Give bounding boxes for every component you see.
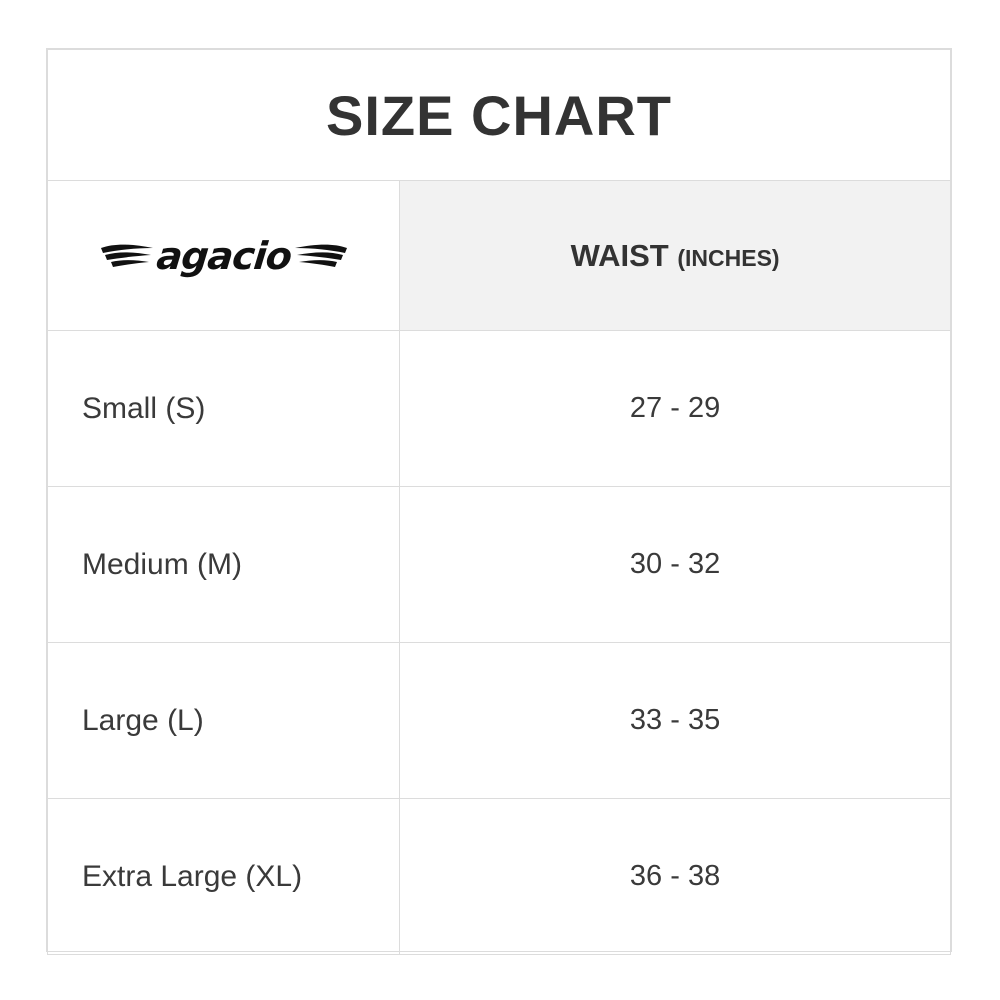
size-chart-container (46, 48, 952, 952)
brand-name: agacio (154, 233, 293, 278)
page-title: SIZE CHART (48, 50, 951, 181)
table-row (48, 799, 951, 955)
brand-logo-cell (48, 181, 400, 331)
table-row (48, 487, 951, 643)
waist-value: 36 - 38 (400, 799, 951, 955)
size-label: Large (L) (48, 643, 400, 799)
column-header-waist-label: WAIST (570, 237, 669, 273)
waist-value: 27 - 29 (400, 331, 951, 487)
column-header-waist (400, 181, 951, 331)
size-label: Small (S) (48, 331, 400, 487)
size-label: Extra Large (XL) (48, 799, 400, 955)
waist-value: 33 - 35 (400, 643, 951, 799)
title-row (48, 50, 951, 181)
table-row (48, 331, 951, 487)
size-label: Medium (M) (48, 487, 400, 643)
table-header-row (48, 181, 951, 331)
size-chart-table (47, 49, 951, 955)
wing-icon-right (293, 239, 349, 273)
brand-logo (99, 229, 349, 283)
column-header-waist-unit: (INCHES) (677, 244, 780, 271)
table-row (48, 643, 951, 799)
waist-value: 30 - 32 (400, 487, 951, 643)
wing-icon-left (99, 239, 155, 273)
